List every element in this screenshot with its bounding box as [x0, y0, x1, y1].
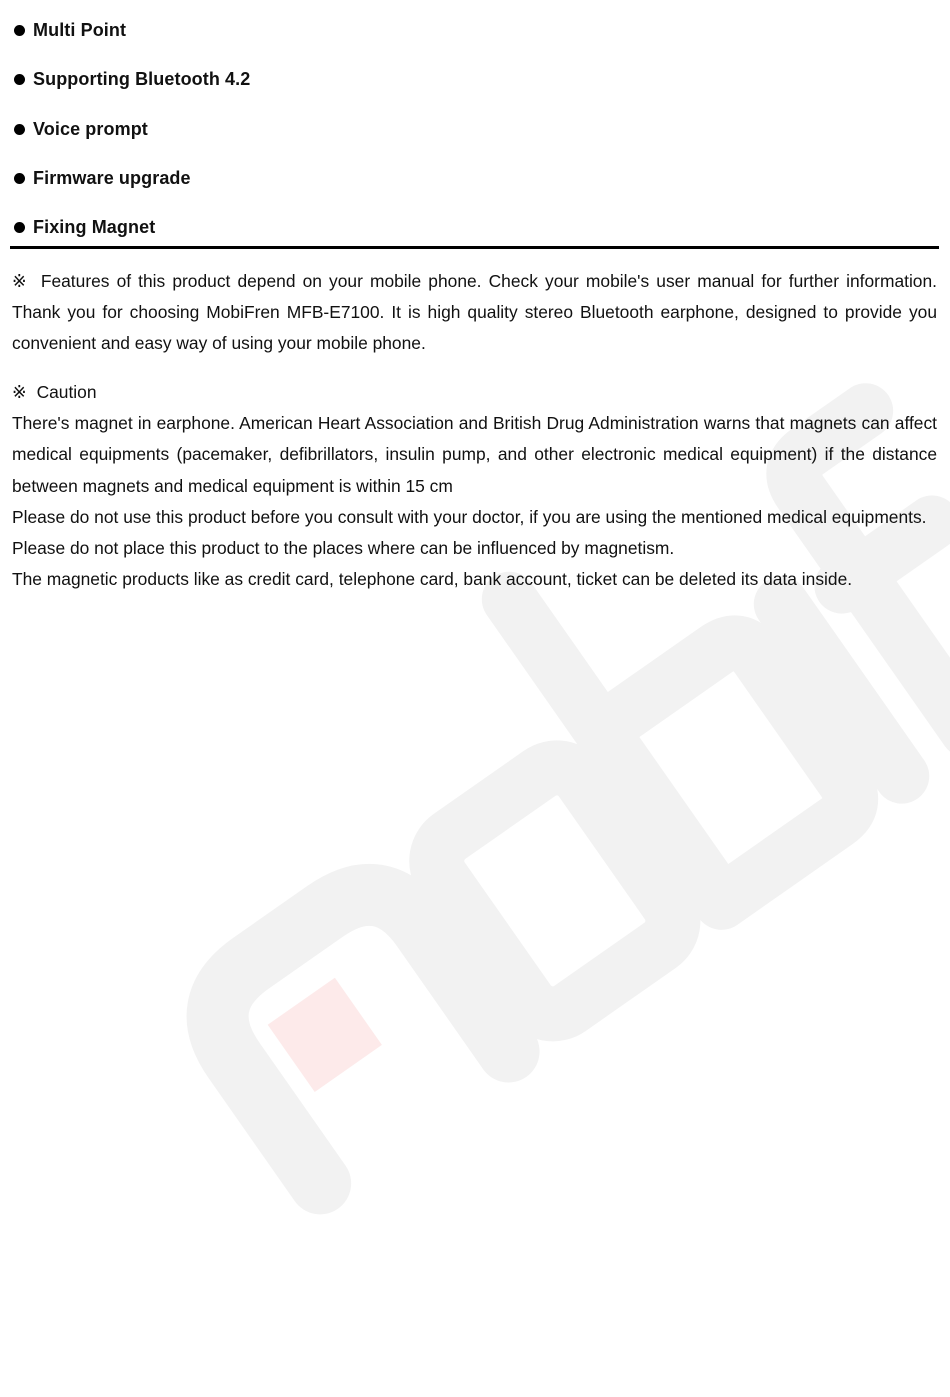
feature-list [12, 6, 937, 252]
feature-item [12, 154, 937, 203]
section-divider [10, 246, 939, 249]
caution-paragraph: Please do not place this product to the places where can be influenced by magnetism. [12, 538, 675, 559]
feature-label: Voice prompt [33, 118, 148, 139]
caution-heading [12, 377, 937, 408]
notice-paragraph [12, 266, 937, 360]
feature-item [12, 105, 937, 154]
reference-mark: ※ [12, 271, 29, 291]
feature-label: Fixing Magnet [33, 217, 156, 238]
caution-paragraph: There's magnet in earphone. American Heart Association and British Drug Administration warns that magnets can affect medical equipments (pacemaker, defibrillators, insulin pump, and other electronic medical equipment) if the distance between magnets and medical equipment is within 15 cm [12, 413, 937, 496]
bullet-icon [14, 222, 25, 233]
caution-title: Caution [36, 382, 97, 402]
bullet-icon [14, 25, 25, 36]
document-page [12, 0, 937, 252]
notice-text: Features of this product depend on your mobile phone. Check your mobile's user manual for further information. Thank you for choosing MobiFren MFB-E7100. It is high quality stereo Bluetooth earphone, designed to provide you convenient and easy way of using your mobile phone. [12, 271, 937, 354]
feature-label: Multi Point [33, 20, 127, 41]
feature-label: Firmware upgrade [33, 168, 191, 189]
bullet-icon [14, 74, 25, 85]
feature-label: Supporting Bluetooth 4.2 [33, 69, 251, 90]
caution-paragraph: The magnetic products like as credit card, telephone card, bank account, ticket can be deleted its data inside. [12, 569, 853, 590]
product-notice [12, 266, 937, 360]
feature-item [12, 6, 937, 55]
bullet-icon [14, 124, 25, 135]
feature-item [12, 55, 937, 104]
caution-section [12, 377, 937, 595]
caution-paragraph: Please do not use this product before you consult with your doctor, if you are using the mentioned medical equipments. [12, 506, 927, 527]
reference-mark: ※ [12, 382, 27, 402]
bullet-icon [14, 173, 25, 184]
